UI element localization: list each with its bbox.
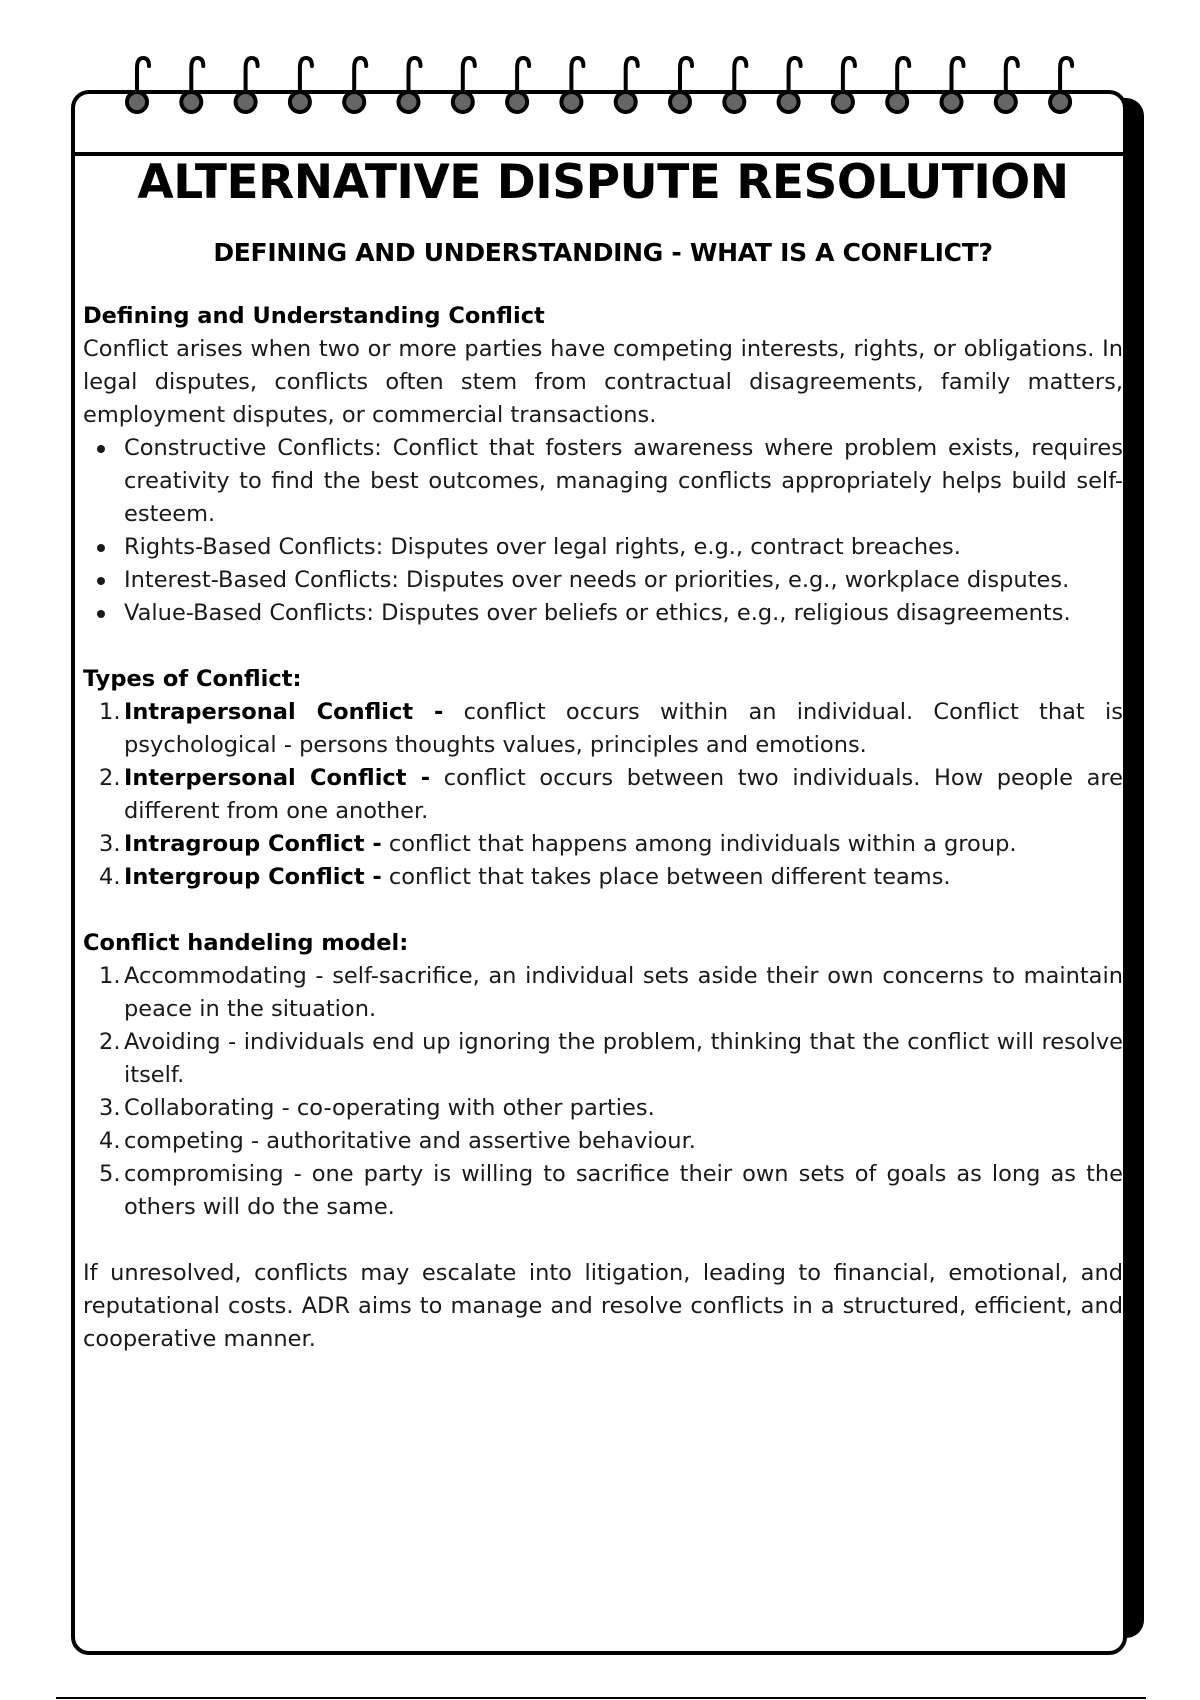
spiral-ring-icon xyxy=(236,58,258,112)
list-item: 3. Intragroup Conflict - conflict that happens among individuals within a group. xyxy=(99,831,1017,857)
spiral-ring-icon xyxy=(724,58,746,112)
spiral-ring-icon xyxy=(399,58,421,112)
spiral-ring-icon xyxy=(1050,58,1072,112)
types-heading: Types of Conflict: xyxy=(83,666,302,692)
spiral-ring-icon xyxy=(616,58,638,112)
model-heading: Conflict handeling model: xyxy=(83,930,409,956)
spiral-ring-icon xyxy=(942,58,964,112)
spiral-ring-icon xyxy=(507,58,529,112)
spiral-ring-icon xyxy=(127,58,149,112)
bullet-icon xyxy=(97,445,105,453)
spiral-ring-icon xyxy=(181,58,203,112)
list-item: Value-Based Conflicts: Disputes over beliefs or ethics, e.g., religious disagreements. xyxy=(83,597,1123,630)
definition-heading: Defining and Understanding Conflict xyxy=(83,303,545,329)
bottom-divider xyxy=(56,1697,1146,1699)
bullet-icon xyxy=(97,577,105,585)
types-section xyxy=(83,663,1123,894)
spiral-binding xyxy=(0,0,1200,120)
list-item: 1. Accommodating - self-sacrifice, an individual sets aside their own concerns to maintain peace in the situation. xyxy=(99,963,1123,1022)
spiral-ring-icon xyxy=(290,58,312,112)
list-item: Rights-Based Conflicts: Disputes over legal rights, e.g., contract breaches. xyxy=(83,531,1123,564)
list-item: 3. Collaborating - co-operating with other parties. xyxy=(99,1095,655,1121)
model-section xyxy=(83,927,1123,1224)
types-list xyxy=(83,696,1123,894)
spiral-ring-icon xyxy=(453,58,475,112)
spiral-ring-icon xyxy=(887,58,909,112)
list-item: 2. Avoiding - individuals end up ignoring the problem, thinking that the conflict will resolve itself. xyxy=(99,1029,1123,1088)
bullet-icon xyxy=(97,544,105,552)
list-item: 4. competing - authoritative and assertive behaviour. xyxy=(99,1128,696,1154)
definition-section xyxy=(83,300,1123,432)
conclusion-paragraph: If unresolved, conflicts may escalate into litigation, leading to financial, emotional, and reputational costs. ADR aims to manage and resolve conflicts in a structured, efficient, and cooperative manner. xyxy=(83,1260,1123,1352)
spiral-ring-icon xyxy=(996,58,1018,112)
spiral-ring-icon xyxy=(344,58,366,112)
list-item: 1. Intrapersonal Conflict - conflict occurs within an individual. Conflict that is psychological - persons thoughts values, principles and emotions. xyxy=(99,699,1123,758)
bullet-icon xyxy=(97,610,105,618)
spiral-ring-icon xyxy=(670,58,692,112)
definition-paragraph: Conflict arises when two or more parties have competing interests, rights, or obligations. In legal disputes, conflicts often stem from contractual disagreements, family matters, employment disputes, or commercial transactions. xyxy=(83,336,1123,428)
conflict-kinds-list xyxy=(83,432,1123,630)
model-list xyxy=(83,960,1123,1224)
spiral-ring-icon xyxy=(561,58,583,112)
list-item: 2. Interpersonal Conflict - conflict occurs between two individuals. How people are different from one another. xyxy=(99,765,1123,824)
spiral-ring-icon xyxy=(779,58,801,112)
page-content xyxy=(83,154,1123,1356)
list-item: 4. Intergroup Conflict - conflict that takes place between different teams. xyxy=(99,864,951,890)
notebook-page xyxy=(71,90,1127,1655)
document-title: ALTERNATIVE DISPUTE RESOLUTION xyxy=(137,155,1069,210)
document-subtitle: DEFINING AND UNDERSTANDING - WHAT IS A CONFLICT? xyxy=(213,238,993,267)
spiral-ring-icon xyxy=(833,58,855,112)
list-item: Interest-Based Conflicts: Disputes over needs or priorities, e.g., workplace disputes. xyxy=(83,564,1123,597)
list-item: Constructive Conflicts: Conflict that fosters awareness where problem exists, requires creativity to find the best outcomes, managing conflicts appropriately helps build self-esteem. xyxy=(83,432,1123,531)
list-item: 5. compromising - one party is willing to sacrifice their own sets of goals as long as the others will do the same. xyxy=(99,1161,1123,1220)
